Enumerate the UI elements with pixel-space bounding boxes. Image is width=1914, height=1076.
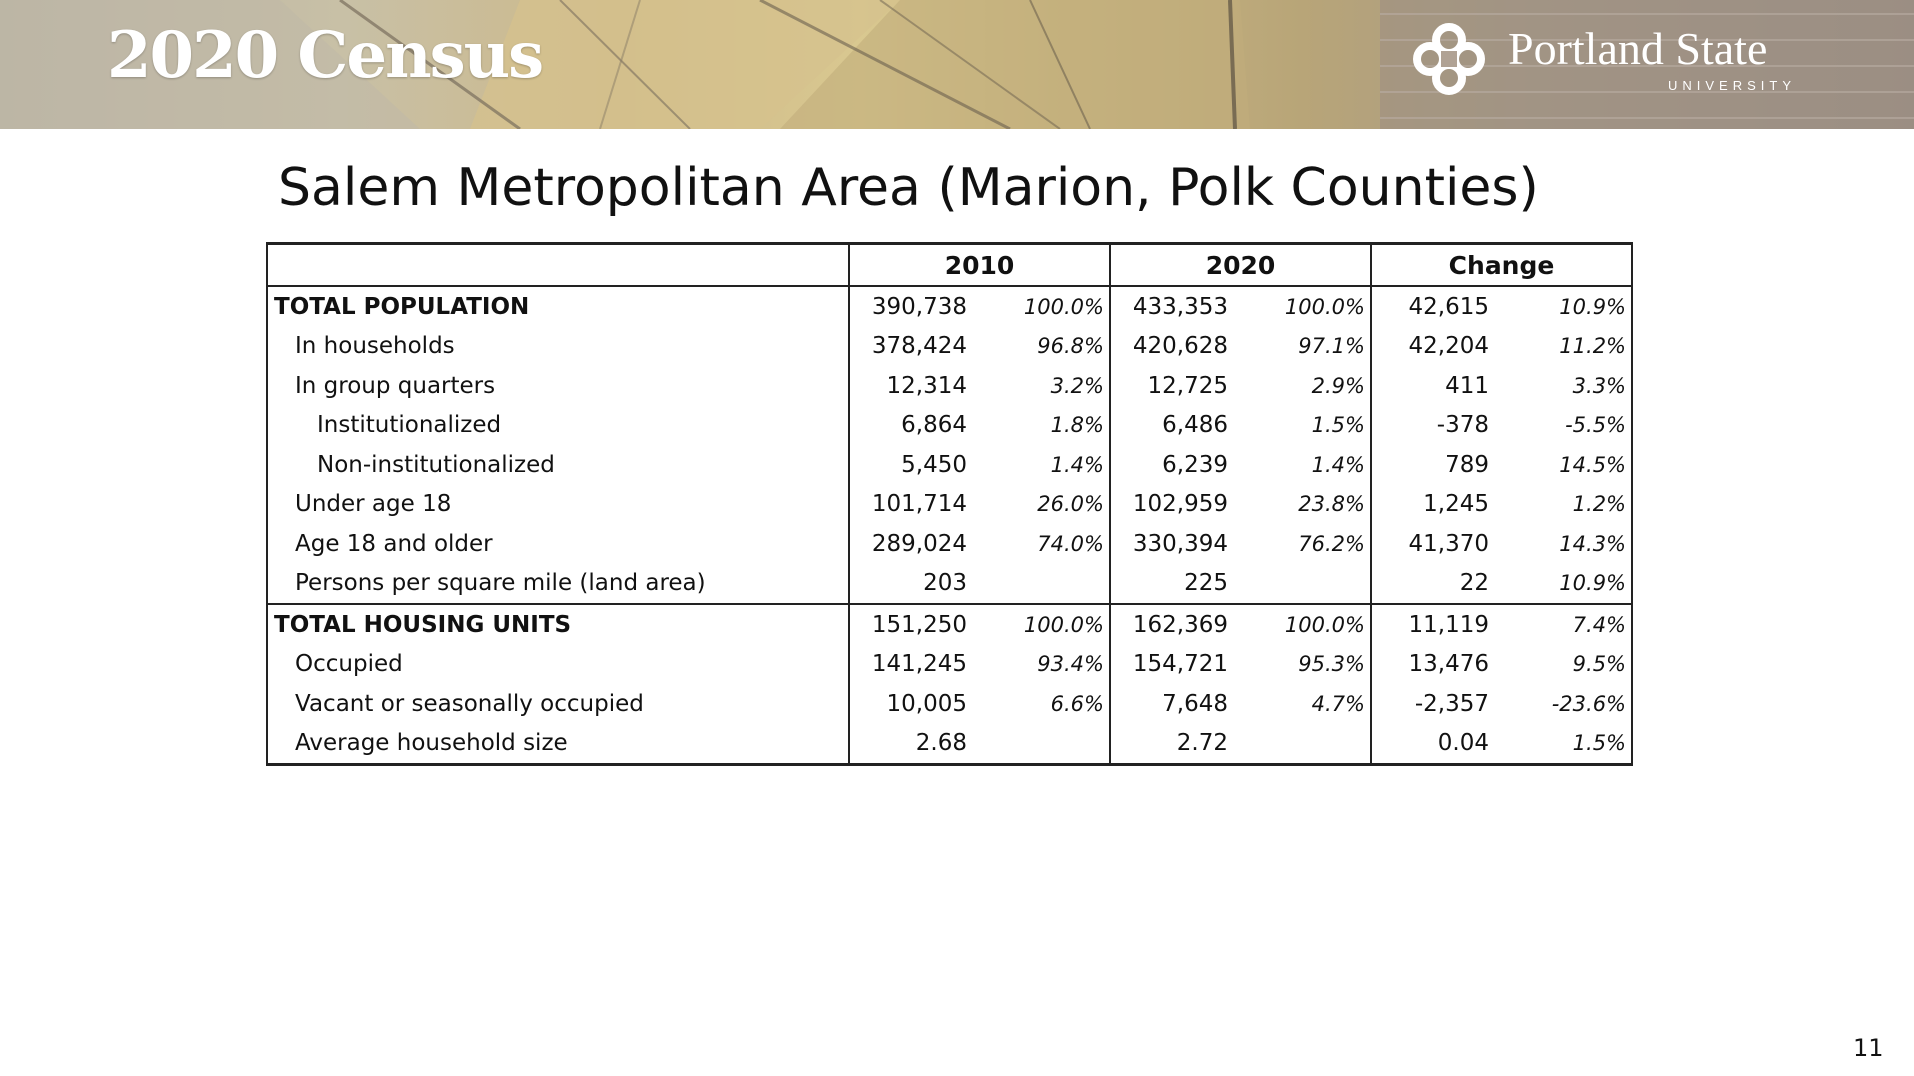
percent-2010: 74.0% (979, 524, 1110, 564)
percent-2010 (979, 724, 1110, 765)
value-2010: 203 (923, 570, 967, 597)
value-2020: 330,394 (1132, 530, 1228, 557)
row-label: TOTAL POPULATION (267, 286, 849, 327)
percent-2010: 100.0% (979, 604, 1110, 645)
percent-2020: 95.3% (1240, 645, 1371, 685)
row-label: Persons per square mile (land area) (267, 564, 849, 605)
column-header-2010: 2010 (849, 244, 1110, 287)
percent-change: 9.5% (1501, 645, 1632, 685)
value-change: 13,476 (1408, 651, 1489, 678)
value-2010: 5,450 (901, 451, 967, 478)
table-row (267, 524, 1632, 564)
percent-2020 (1240, 724, 1371, 765)
row-label: Vacant or seasonally occupied (267, 684, 849, 724)
value-change: 42,204 (1408, 333, 1489, 360)
logo-name: Portland State (1508, 23, 1768, 74)
percent-change: 1.5% (1501, 724, 1632, 765)
value-2010: 378,424 (871, 333, 967, 360)
percent-2020: 76.2% (1240, 524, 1371, 564)
value-2020: 12,725 (1147, 372, 1228, 399)
table-row (267, 684, 1632, 724)
table-header-blank (267, 244, 849, 287)
banner-title: 2020 Census (107, 18, 543, 93)
value-2020: 433,353 (1132, 293, 1228, 320)
percent-2010: 1.4% (979, 445, 1110, 485)
percent-change: 1.2% (1501, 485, 1632, 525)
census-table (266, 242, 1633, 766)
percent-2010: 26.0% (979, 485, 1110, 525)
page-title: Salem Metropolitan Area (Marion, Polk Counties) (278, 158, 1539, 218)
percent-change: 14.5% (1501, 445, 1632, 485)
row-label: Age 18 and older (267, 524, 849, 564)
value-2020: 225 (1184, 570, 1228, 597)
row-label: Under age 18 (267, 485, 849, 525)
row-label: TOTAL HOUSING UNITS (267, 604, 849, 645)
percent-change: 10.9% (1501, 564, 1632, 605)
table-row (267, 485, 1632, 525)
row-label: Average household size (267, 724, 849, 765)
percent-2020: 1.4% (1240, 445, 1371, 485)
table-row (267, 564, 1632, 605)
row-label: In households (267, 327, 849, 367)
percent-2020: 100.0% (1240, 604, 1371, 645)
percent-change: 7.4% (1501, 604, 1632, 645)
table-row (267, 604, 1632, 645)
percent-2020: 97.1% (1240, 327, 1371, 367)
value-2020: 2.72 (1110, 724, 1240, 765)
percent-2020 (1240, 564, 1371, 605)
value-change: 41,370 (1408, 530, 1489, 557)
row-label: In group quarters (267, 366, 849, 406)
percent-change: 10.9% (1501, 286, 1632, 327)
percent-2010: 3.2% (979, 366, 1110, 406)
percent-change: -23.6% (1501, 684, 1632, 724)
percent-2020: 23.8% (1240, 485, 1371, 525)
value-2010: 101,714 (871, 491, 967, 518)
value-change: 1,245 (1423, 491, 1489, 518)
value-2020: 7,648 (1162, 690, 1228, 717)
percent-2020: 100.0% (1240, 286, 1371, 327)
value-change: 789 (1445, 451, 1489, 478)
value-2010: 2.68 (849, 724, 979, 765)
value-2010: 10,005 (886, 690, 967, 717)
percent-2010: 93.4% (979, 645, 1110, 685)
table-row (267, 286, 1632, 327)
table-row (267, 406, 1632, 446)
percent-2020: 2.9% (1240, 366, 1371, 406)
table-row (267, 366, 1632, 406)
percent-change: 14.3% (1501, 524, 1632, 564)
value-change: 22 (1459, 570, 1489, 597)
value-2020: 162,369 (1110, 604, 1240, 645)
percent-change: -5.5% (1501, 406, 1632, 446)
row-label: Institutionalized (267, 406, 849, 446)
value-change: -2,357 (1414, 690, 1489, 717)
percent-2020: 1.5% (1240, 406, 1371, 446)
slide-number: 11 (1853, 1034, 1884, 1062)
percent-2010: 1.8% (979, 406, 1110, 446)
value-change: 0.04 (1371, 724, 1501, 765)
value-2020: 420,628 (1132, 333, 1228, 360)
value-change: 11,119 (1371, 604, 1501, 645)
value-change: 411 (1445, 372, 1489, 399)
header-banner (0, 0, 1914, 129)
value-2020: 6,239 (1162, 451, 1228, 478)
value-change: 42,615 (1408, 293, 1489, 320)
percent-2020: 4.7% (1240, 684, 1371, 724)
table-row (267, 645, 1632, 685)
value-2020: 102,959 (1132, 491, 1228, 518)
percent-2010: 100.0% (979, 286, 1110, 327)
table-row (267, 724, 1632, 765)
value-change: -378 (1436, 412, 1489, 439)
table-row (267, 327, 1632, 367)
value-2010: 12,314 (886, 372, 967, 399)
column-header-change: Change (1371, 244, 1632, 287)
row-label: Occupied (267, 645, 849, 685)
value-2010: 141,245 (871, 651, 967, 678)
value-2020: 154,721 (1132, 651, 1228, 678)
value-2010: 6,864 (901, 412, 967, 439)
percent-2010 (979, 564, 1110, 605)
value-2010: 151,250 (849, 604, 979, 645)
value-2010: 390,738 (871, 293, 967, 320)
logo-subtitle: UNIVERSITY (1668, 78, 1797, 93)
percent-2010: 6.6% (979, 684, 1110, 724)
percent-2010: 96.8% (979, 327, 1110, 367)
value-2020: 6,486 (1162, 412, 1228, 439)
portland-state-logo (1408, 18, 1888, 108)
row-label: Non-institutionalized (267, 445, 849, 485)
psu-knot-icon (1408, 18, 1490, 100)
value-2010: 289,024 (871, 530, 967, 557)
percent-change: 3.3% (1501, 366, 1632, 406)
table-header-row (267, 244, 1632, 287)
column-header-2020: 2020 (1110, 244, 1371, 287)
percent-change: 11.2% (1501, 327, 1632, 367)
table-row (267, 445, 1632, 485)
